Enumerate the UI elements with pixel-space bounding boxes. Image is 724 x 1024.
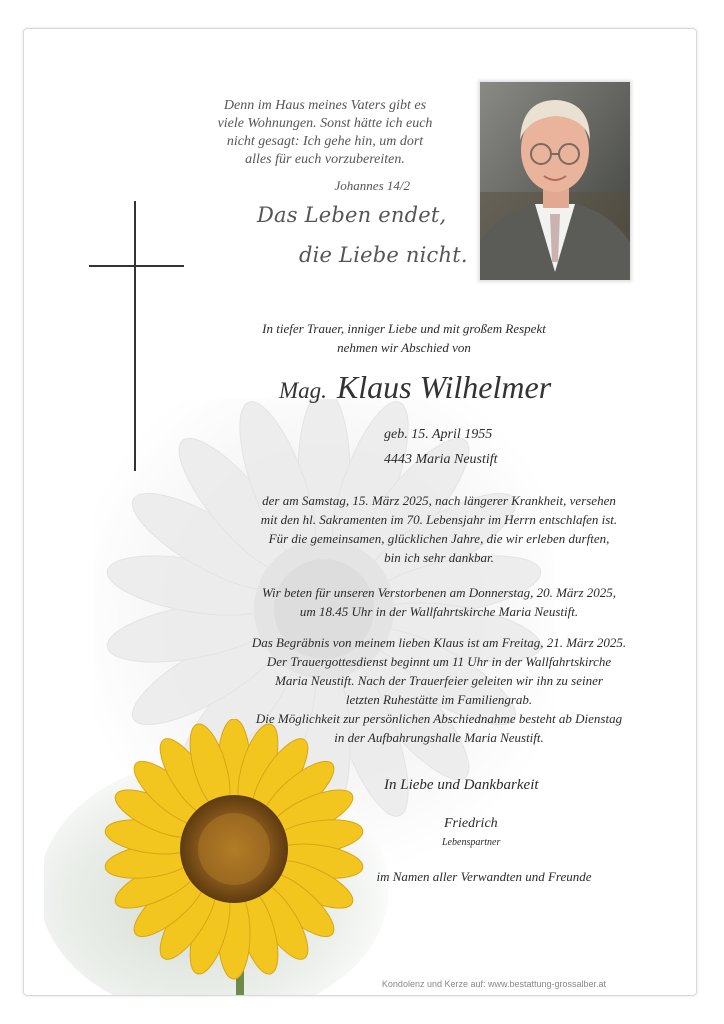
intro-text: In tiefer Trauer, inniger Liebe und mit großem Respekt nehmen wir Abschied von	[262, 321, 546, 355]
sunflower-image	[44, 719, 404, 996]
portrait-photo	[480, 82, 630, 280]
deceased-name	[279, 369, 609, 406]
deceased-full-name: Klaus Wilhelmer	[336, 369, 552, 405]
signer-name: Friedrich	[444, 816, 498, 831]
prayer-paragraph: Wir beten für unseren Verstorbenen am Donnerstag, 20. März 2025, um 18.45 Uhr in der Wallfahrtskirche Maria Neustift.	[261, 585, 617, 619]
signer-relation: Lebenspartner	[442, 837, 501, 848]
closing-line: In Liebe und Dankbarkeit	[384, 777, 539, 793]
condolence-footer: Kondolenz und Kerze auf: www.bestattung-grossalber.at	[381, 979, 607, 989]
deceased-title: Mag.	[279, 378, 327, 403]
verse-reference: Johannes 14/2	[334, 178, 410, 193]
funeral-paragraph: Das Begräbnis von meinem lieben Klaus ist am Freitag, 21. März 2025. Der Trauergottesdienst beginnt um 11 Uhr in der Wallfahrtskirche Maria Neustift. Nach der Trauerfeier geleiten wir ihn zu seiner letzten Ruhestätte im Familiengrab. Die Möglichkeit zur persönlichen Abschiednahme besteht ab Dienstag in der Aufbahrungshalle Maria Neustift.	[251, 635, 627, 745]
birth-date: geb. 15. April 1955	[384, 427, 493, 442]
bible-verse: Denn im Haus meines Vaters gibt es viele Wohnungen. Sonst hätte ich euch nicht gesagt: Ich gehe hin, um dort alles für euch vorzubereiten.	[217, 98, 433, 167]
cross-vertical	[134, 201, 136, 471]
motto-line-2: die Liebe nicht.	[299, 243, 468, 267]
residence: 4443 Maria Neustift	[384, 452, 498, 467]
motto-line-1: Das Leben endet,	[257, 203, 447, 227]
cross-horizontal	[89, 265, 184, 267]
family-line: im Namen aller Verwandten und Freunde	[376, 869, 592, 884]
death-notice-paragraph: der am Samstag, 15. März 2025, nach längerer Krankheit, versehen mit den hl. Sakramenten im 70. Lebensjahr im Herrn entschlafen ist. Für die gemeinsamen, glücklichen Jahre, die wir erleben durften, bin ich sehr dankbar.	[260, 493, 618, 565]
obituary-card	[23, 28, 697, 996]
